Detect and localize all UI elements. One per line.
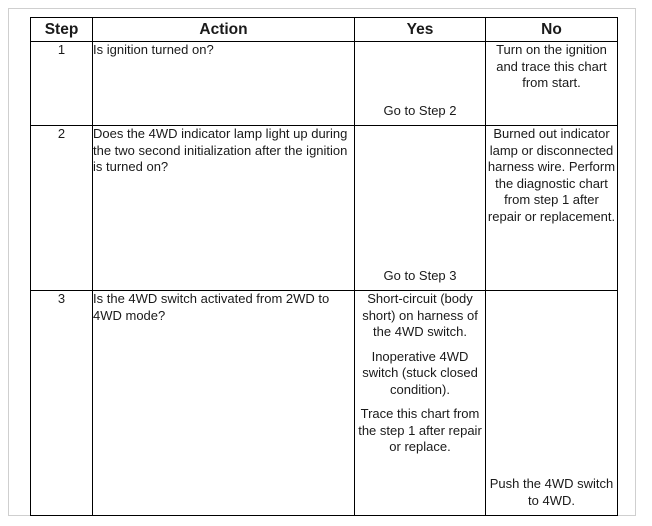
action-text: Does the 4WD indicator lamp light up during the two second initialization after the ignition is turned on? xyxy=(93,126,355,291)
table-row xyxy=(31,291,618,516)
yes-cell xyxy=(355,42,486,126)
header-yes: Yes xyxy=(355,18,486,42)
table-row xyxy=(31,42,618,126)
step-number: 2 xyxy=(31,126,93,291)
no-text: Turn on the ignition and trace this chart from start. xyxy=(496,42,607,90)
yes-text: Go to Step 2 xyxy=(383,102,457,118)
step-number: 1 xyxy=(31,42,93,126)
yes-text: Go to Step 3 xyxy=(383,267,457,283)
header-no: No xyxy=(486,18,618,42)
yes-cell xyxy=(355,291,486,516)
step-number: 3 xyxy=(31,291,93,516)
yes-text: Short-circuit (body short) on harness of the 4WD switch. xyxy=(362,291,478,339)
no-cell xyxy=(486,126,618,291)
no-text: Push the 4WD switch to 4WD. xyxy=(489,476,614,508)
yes-cell xyxy=(355,126,486,291)
no-cell xyxy=(486,42,618,126)
yes-text: Trace this chart from the step 1 after repair or replace. xyxy=(358,406,482,454)
header-step: Step xyxy=(31,18,93,42)
action-text: Is ignition turned on? xyxy=(93,42,355,126)
yes-text: Inoperative 4WD switch (stuck closed condition). xyxy=(362,348,478,397)
no-text: Burned out indicator lamp or disconnected harness wire. Perform the diagnostic chart from step 1 after repair or replacement. xyxy=(487,126,616,224)
action-text: Is the 4WD switch activated from 2WD to 4WD mode? xyxy=(93,291,355,516)
no-cell xyxy=(486,291,618,516)
table-header-row xyxy=(31,18,618,42)
header-action: Action xyxy=(93,18,355,42)
table-row xyxy=(31,126,618,291)
diagnostic-table xyxy=(30,17,618,516)
